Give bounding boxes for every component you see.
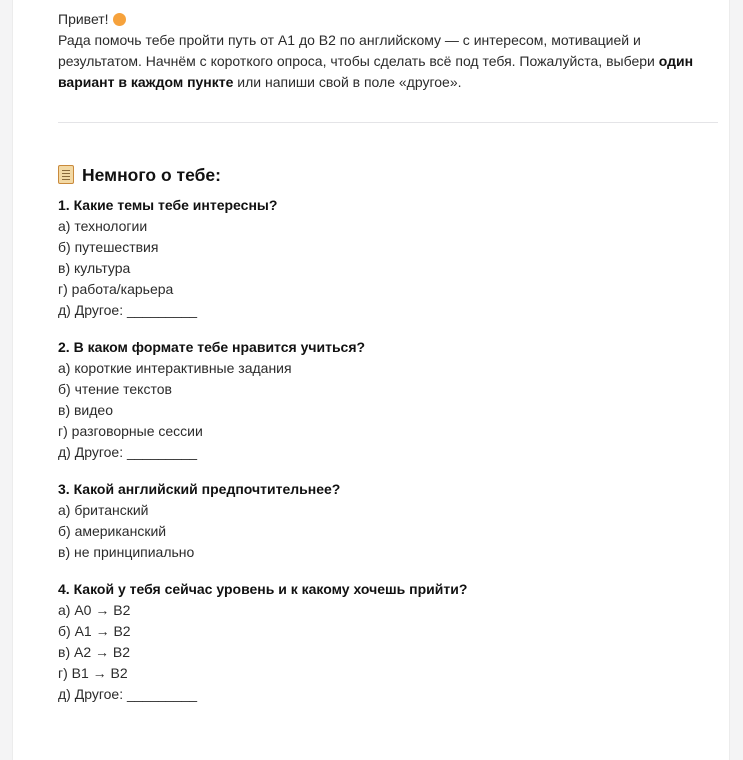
question-list (58, 195, 718, 705)
divider (58, 122, 718, 123)
intro-text-end: или напиши свой в поле «другое». (233, 74, 462, 90)
answer-option: в) A2 → B2 (58, 644, 131, 660)
question-title: 4. Какой у тебя сейчас уровень и к какому хочешь прийти? (58, 581, 468, 597)
question-title: 3. Какой английский предпочтительнее? (58, 481, 341, 497)
answer-option: б) A1 → B2 (58, 623, 131, 639)
greeting: Привет! (58, 11, 109, 27)
answer-option: г) работа/карьера (58, 281, 174, 297)
answer-option: а) A0 → B2 (58, 602, 131, 618)
answer-option: д) Другое: _________ (58, 302, 198, 318)
answer-option: г) B1 → B2 (58, 665, 128, 681)
question-block (58, 195, 718, 321)
intro-text: Рада помочь тебе пройти путь от А1 до В2 по английскому — с интересом, мотивацией и результатом. Начнём с короткого опроса, чтобы сделать всё под тебя. Пожалуйста, выбери (58, 32, 659, 69)
intro-paragraph (58, 30, 718, 93)
answer-option: д) Другое: _________ (58, 444, 198, 460)
answer-option: в) не принципиально (58, 544, 195, 560)
answer-option: б) американский (58, 523, 167, 539)
question-block (58, 579, 718, 705)
answer-option: г) разговорные сессии (58, 423, 203, 439)
answer-option: д) Другое: _________ (58, 686, 198, 702)
message-card (12, 0, 730, 760)
question-block (58, 479, 718, 563)
question-title: 2. В каком формате тебе нравится учиться? (58, 339, 366, 355)
answer-option: а) британский (58, 502, 149, 518)
section-heading (58, 163, 718, 187)
answer-option: в) культура (58, 260, 131, 276)
answer-option: а) короткие интерактивные задания (58, 360, 292, 376)
message-content (58, 9, 718, 705)
answer-option: б) чтение текстов (58, 381, 172, 397)
greeting-line (58, 9, 718, 30)
question-title: 1. Какие темы тебе интересны? (58, 197, 278, 213)
answer-option: в) видео (58, 402, 113, 418)
clipboard-icon (58, 165, 74, 184)
intro-bold: один вариант в каждом пункте (58, 53, 694, 90)
answer-option: б) путешествия (58, 239, 159, 255)
question-block (58, 337, 718, 463)
answer-option: а) технологии (58, 218, 148, 234)
section-title: Немного о тебе: (82, 165, 221, 185)
smiling-face-icon (113, 13, 126, 26)
